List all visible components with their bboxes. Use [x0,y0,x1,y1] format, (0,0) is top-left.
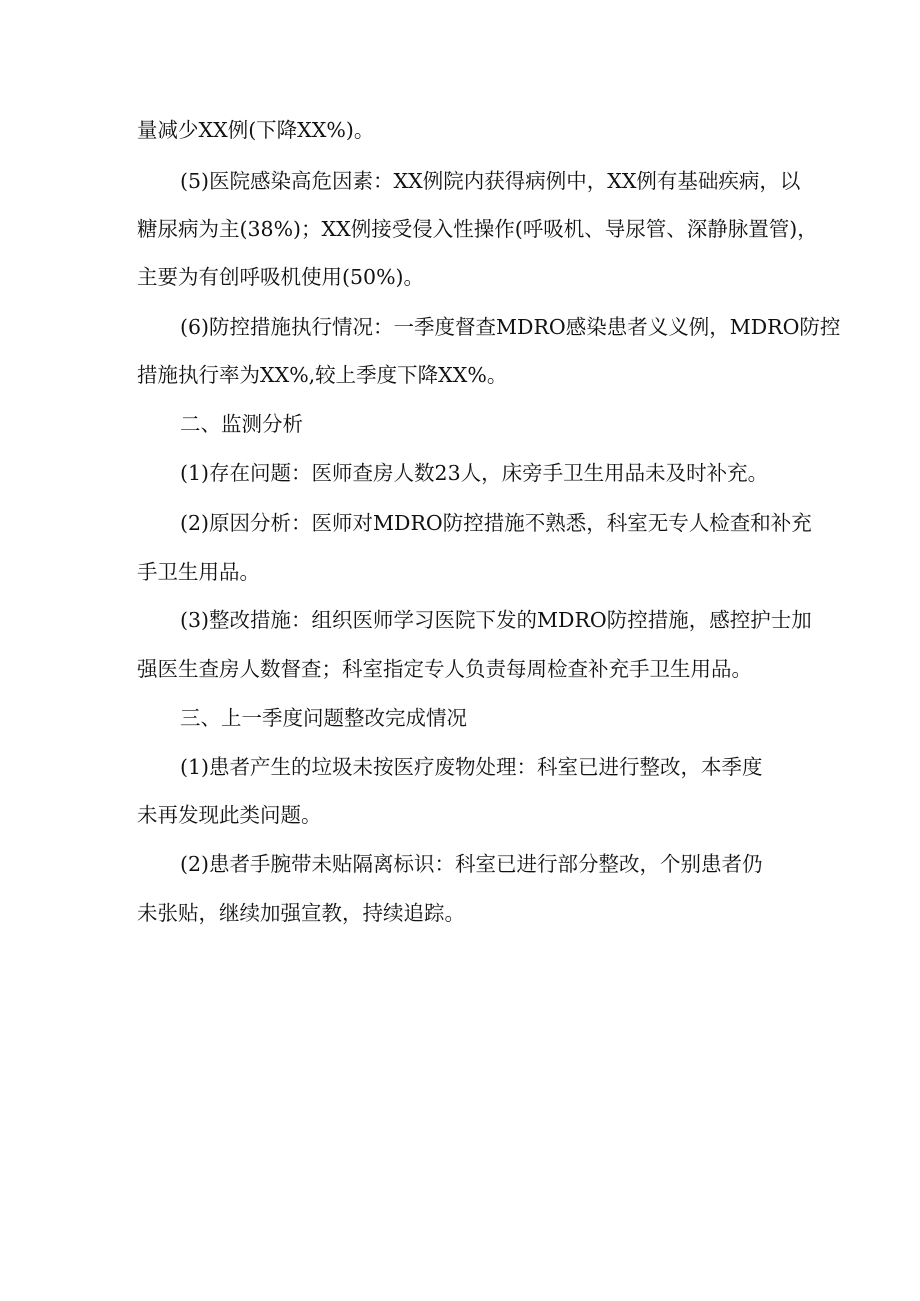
text-line: (5)医院感染高危因素：XX例院内获得病例中，XX例有基础疾病，以 [180,169,801,193]
text-line: (2)患者手腕带未贴隔离标识：科室已进行部分整改，个别患者仍 [180,852,763,876]
text-line: 措施执行率为XX%,较上季度下降XX%。 [137,363,508,387]
section-heading: 三、上一季度问题整改完成情况 [180,706,467,730]
text-line: 量减少XX例(下降XX%)。 [137,118,375,142]
text-line: (3)整改措施：组织医师学习医院下发的MDRO防控措施，感控护士加 [180,608,812,632]
section-heading: 二、监测分析 [180,412,303,436]
text-line: (1)存在问题：医师查房人数23人，床旁手卫生用品未及时补充。 [180,461,769,485]
text-line: 未再发现此类问题。 [137,803,322,827]
text-line: (6)防控措施执行情况：一季度督查MDRO感染患者义义例，MDRO防控 [180,315,841,339]
text-line: (1)患者产生的垃圾未按医疗废物处理：科室已进行整改，本季度 [180,755,763,779]
text-line: 未张贴，继续加强宣教，持续追踪。 [137,901,465,925]
text-line: 手卫生用品。 [137,560,260,584]
text-line: 糖尿病为主(38%)；XX例接受侵入性操作(呼吸机、导尿管、深静脉置管)， [137,217,818,241]
text-line: (2)原因分析：医师对MDRO防控措施不熟悉，科室无专人检查和补充 [180,511,812,535]
text-line: 强医生查房人数督查；科室指定专人负责每周检查补充手卫生用品。 [137,657,752,681]
text-line: 主要为有创呼吸机使用(50%)。 [137,265,425,289]
